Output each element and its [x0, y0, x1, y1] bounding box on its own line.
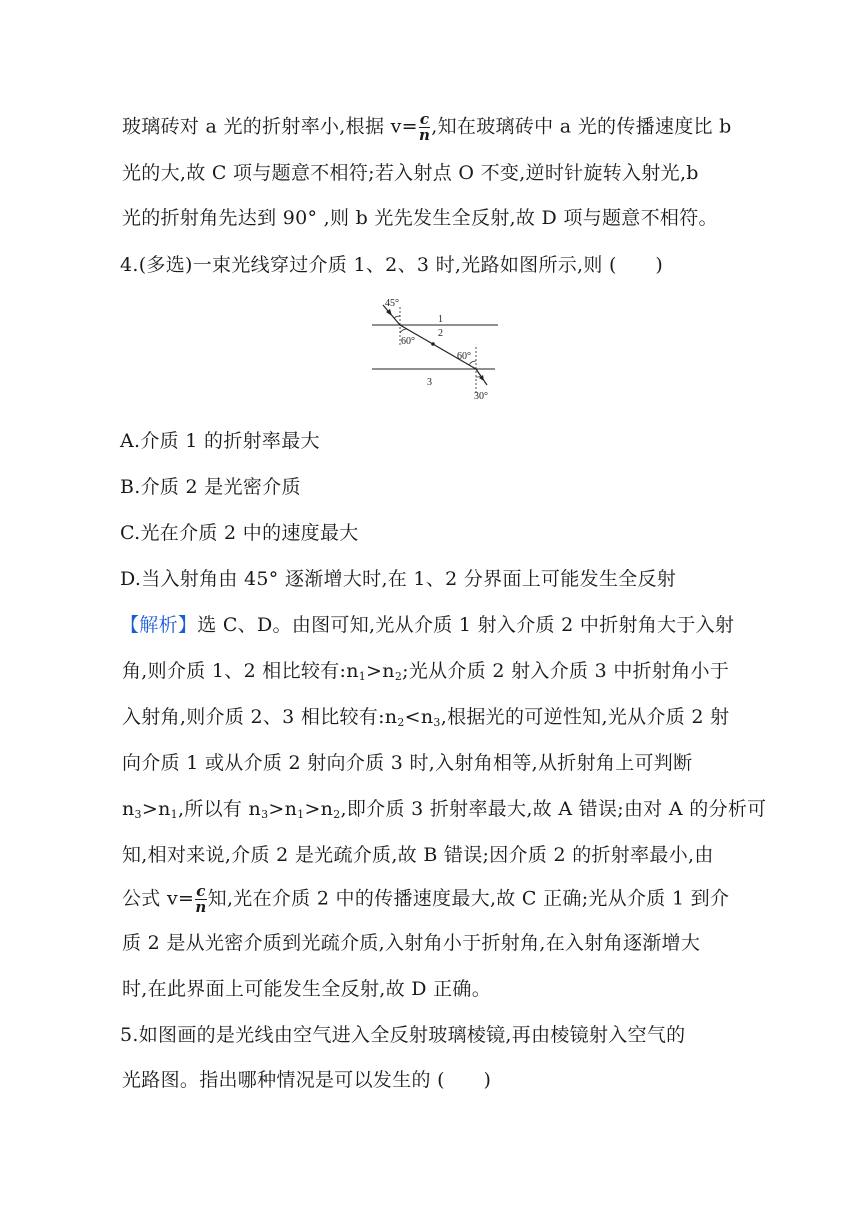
text-line [122, 160, 699, 186]
text-line [122, 112, 732, 143]
text-run: ,即介质 3 折射率最大,故 A 错误;由对 A 的分析可 [340, 798, 767, 820]
text-run: 5.如图画的是光线由空气进入全反射玻璃棱镜,再由棱镜射入空气的 [120, 1024, 686, 1046]
text-run: 光的折射角先达到 90° ,则 b 光先发生全反射,故 D 项与题意不相符。 [122, 207, 718, 229]
text-run: 公式 v= [122, 887, 195, 910]
text-line [122, 205, 718, 231]
fraction-numerator: c [419, 110, 430, 128]
angle-label-30: 30° [474, 391, 488, 402]
fraction-numerator: c [196, 882, 206, 900]
text-run: C.光在介质 2 中的速度最大 [120, 522, 359, 544]
text-run: 质 2 是从光密介质到光疏介质,入射角小于折射角,在入射角逐渐增大 [122, 932, 701, 954]
text-run: 角,则介质 1、2 相比较有:n [122, 660, 359, 682]
question-4-stem [120, 252, 663, 278]
medium-label-1: 1 [438, 314, 443, 325]
text-run: ,根据光的可逆性知,光从介质 2 射 [440, 706, 730, 728]
text-run: 4.(多选)一束光线穿过介质 1、2、3 时,光路如图所示,则 ( ) [120, 254, 664, 276]
text-run: n [122, 798, 135, 820]
angle-arc [400, 329, 407, 333]
option-d [120, 566, 676, 592]
text-run: A.介质 1 的折射率最大 [120, 430, 320, 452]
question-5-stem [120, 1022, 685, 1048]
text-run: 知,相对来说,介质 2 是光疏介质,故 B 错误;因介质 2 的折射率最小,由 [122, 844, 714, 866]
analysis-line [122, 884, 729, 915]
subscript: 3 [134, 808, 142, 821]
ray-arrow [479, 375, 484, 381]
text-run: D.当入射角由 45° 逐渐增大时,在 1、2 分界面上可能发生全反射 [120, 568, 677, 590]
angle-label-60-left: 60° [401, 336, 415, 347]
angle-arc [476, 376, 481, 377]
text-run: <n [404, 706, 434, 728]
subscript: 3 [433, 716, 441, 729]
analysis-line [122, 796, 766, 828]
option-c [120, 520, 359, 546]
analysis-line [122, 704, 729, 736]
text-run: 时,在此界面上可能发生全反射,故 D 正确。 [122, 978, 491, 1000]
analysis-line [120, 612, 734, 638]
analysis-tag: 【解析】 [120, 614, 198, 636]
analysis-line [122, 842, 714, 868]
fraction-denominator: n [418, 126, 431, 144]
text-run: 知,光在介质 2 中的传播速度最大,故 C 正确;光从介质 1 到介 [207, 887, 730, 910]
medium-label-2: 2 [438, 328, 443, 339]
text-run: 光路图。指出哪种情况是可以发生的 ( ) [122, 1069, 492, 1091]
subscript: 2 [397, 716, 405, 729]
angle-label-60-right: 60° [457, 351, 471, 362]
subscript: 1 [297, 808, 305, 821]
text-run: >n [268, 798, 298, 820]
text-run: 玻璃砖对 a 光的折射率小,根据 v= [122, 115, 418, 138]
text-run: 光的大,故 C 项与题意不相符;若入射点 O 不变,逆时针旋转入射光,b [122, 162, 699, 184]
analysis-line [122, 976, 491, 1002]
subscript: 1 [170, 808, 178, 821]
ray-arrow [431, 342, 435, 346]
fraction-c-over-n [419, 112, 430, 143]
optics-figure [365, 295, 515, 405]
text-run: >n [366, 660, 395, 682]
text-run: 选 C、D。由图可知,光从介质 1 射入介质 2 中折射角大于入射 [197, 614, 735, 636]
text-run: >n [304, 798, 334, 820]
analysis-line [122, 930, 700, 956]
option-a [120, 428, 320, 454]
fraction-c-over-n [195, 884, 206, 915]
subscript: 2 [333, 808, 341, 821]
text-run: ,所以有 n [177, 798, 262, 820]
medium-label-3: 3 [427, 377, 432, 388]
text-run: B.介质 2 是光密介质 [120, 476, 301, 498]
question-5-stem [122, 1067, 491, 1093]
subscript: 3 [261, 808, 269, 821]
text-run: ;光从介质 2 射入介质 3 中折射角小于 [402, 660, 730, 682]
text-run: 向介质 1 或从介质 2 射向介质 3 时,入射角相等,从折射角上可判断 [122, 752, 693, 774]
text-run: ,知在玻璃砖中 a 光的传播速度比 b [431, 115, 732, 138]
subscript: 1 [358, 670, 367, 683]
angle-arc [394, 316, 400, 318]
analysis-line [122, 750, 692, 776]
text-run: >n [141, 798, 171, 820]
option-b [120, 474, 301, 500]
text-run: 入射角,则介质 2、3 相比较有:n [122, 706, 398, 728]
fraction-denominator: n [195, 898, 207, 916]
subscript: 2 [394, 670, 403, 683]
analysis-line [122, 658, 729, 690]
angle-label-45: 45° [385, 298, 399, 309]
